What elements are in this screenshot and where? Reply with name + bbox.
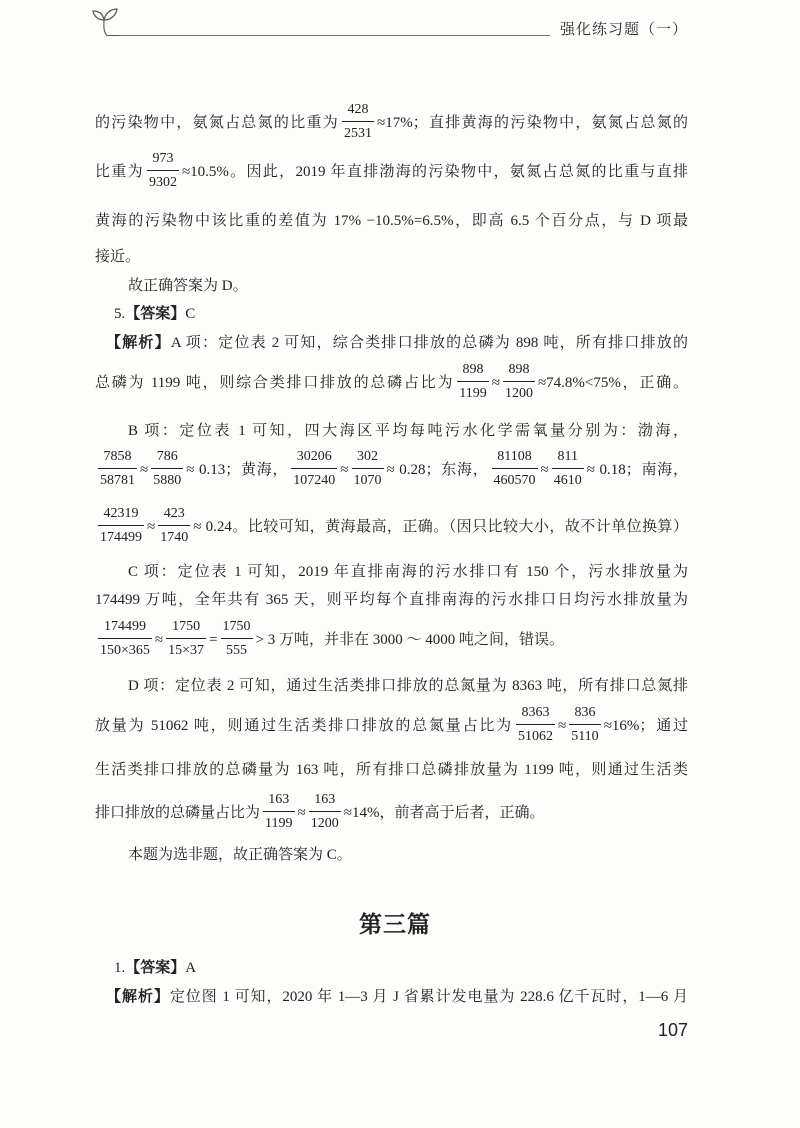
fraction-numerator: 428 [342,101,374,122]
fraction-numerator: 302 [352,448,384,469]
text-line [95,150,688,194]
text-run: ≈ [154,632,164,648]
header-rule [119,35,550,36]
fraction-numerator: 898 [457,361,488,382]
fraction-denominator: 5880 [153,472,182,488]
fraction-denominator: 1070 [353,472,382,488]
text-run: ≈ [140,462,149,478]
fraction-denominator: 1740 [160,529,189,545]
fraction-numerator: 174499 [98,618,152,639]
fraction [569,704,600,746]
fraction [291,448,337,490]
fraction [342,101,374,143]
text-run: 5. [114,306,126,322]
bold-label: 【解析】 [106,989,170,1005]
fraction-denominator: 51062 [517,728,553,744]
fraction-numerator: 836 [569,704,600,725]
fraction-numerator: 898 [503,361,535,382]
fraction [98,448,137,490]
text-line [95,748,688,792]
fraction [352,448,384,490]
text-run: ≈ 0.18；南海， [586,462,689,478]
text-run: 放量为 51062 吨，则通过生活类排口排放的总氮量占比为 [95,718,513,734]
text-run: ≈16%；通过 [603,718,688,734]
text-run: ≈ [340,462,349,478]
fraction [309,791,341,833]
text-line [95,704,688,748]
text-run: 本题为选非题，故正确答案为 C。 [128,847,352,863]
fraction-denominator: 58781 [100,472,135,488]
fraction-denominator: 107240 [293,472,336,488]
fraction-denominator: 9302 [148,174,177,190]
fraction [552,448,584,490]
fraction-numerator: 8363 [516,704,555,725]
text-line [95,578,688,622]
fraction-numerator: 7858 [98,448,137,469]
fraction [158,505,190,547]
fraction [147,150,179,192]
text-run: 排口排放的总磷量占比为 [95,805,261,821]
fraction-denominator: 4610 [553,472,582,488]
text-run: D 项：定位表 2 可知，通过生活类排口排放的总氮量为 8363 吨，所有排口总氮排 [128,678,688,694]
text-run: 比重为 [95,164,144,180]
fraction-denominator: 1199 [265,815,293,831]
text-line [128,664,688,708]
fraction-numerator: 81108 [492,448,538,469]
text-run: ≈ [557,718,567,734]
fraction-numerator: 42319 [98,505,144,526]
fraction-numerator: 163 [309,791,341,812]
sprout-icon [90,6,120,38]
text-line [106,975,688,1019]
text-run: 总磷为 1199 吨，则综合类排口排放的总磷占比为 [95,375,455,391]
text-line [95,361,688,405]
text-line [95,505,688,549]
text-run: 定位图 1 可知，2020 年 1—3 月 J 省累计发电量为 228.6 亿千瓦时，1—6 月 [169,989,688,1005]
text-run: C [185,306,196,322]
text-line [128,833,688,877]
fraction-numerator: 811 [552,448,584,469]
fraction-numerator: 163 [263,791,294,812]
fraction-denominator: 2531 [344,125,372,141]
fraction-numerator: 30206 [291,448,337,469]
fraction [166,618,206,660]
text-run: B 项：定位表 1 可知，四大海区平均每吨污水化学需氧量分别为：渤海， [128,423,688,439]
text-line [95,101,688,145]
text-run: ≈ [297,805,306,821]
section-heading: 第三篇 [359,912,431,937]
fraction-denominator: 460570 [493,472,536,488]
text-run: > 3 万吨，并非在 3000 ～ 4000 吨之间，错误。 [255,632,564,648]
text-run: = [209,632,218,648]
text-run: 黄海的污染物中该比重的差值为 17% −10.5%=6.5%，即高 6.5 个百分点，与 D 项最 [95,213,688,229]
text-run: ≈17%；直排黄海的污染物中，氨氮占总氮的 [377,115,688,131]
fraction [263,791,294,833]
fraction-denominator: 555 [226,642,248,658]
fraction-denominator: 1200 [504,385,533,401]
fraction-numerator: 786 [151,448,183,469]
running-header-title: 强化练习题（一） [559,22,688,38]
fraction [98,618,152,660]
bold-label: 【答案】 [125,960,186,976]
text-run: ≈ [491,375,500,391]
text-run: 的污染物中，氨氮占总氮的比重为 [95,115,339,131]
page-number: 107 [657,1020,688,1040]
text-line [95,791,688,835]
fraction [151,448,183,490]
fraction [98,505,144,547]
text-run: ≈ 0.13；黄海， [186,462,289,478]
text-run: 接近。 [95,249,141,265]
text-run: A 项：定位表 2 可知，综合类排口排放的总磷为 898 吨，所有排口排放的 [170,335,688,351]
text-run: 174499 万吨，全年共有 365 天，则平均每个直排南海的污水排口日均污水排放量为 [95,592,688,608]
text-line [128,409,688,453]
bold-label: 【解析】 [106,335,171,351]
text-run: 生活类排口排放的总磷量为 163 吨，所有排口总磷排放量为 1199 吨，则通过生活类 [95,762,688,778]
fraction-denominator: 15×37 [168,642,205,658]
fraction-denominator: 174499 [100,529,142,545]
text-run: ≈10.5%。因此，2019 年直排渤海的污染物中，氨氮占总氮的比重与直排 [181,164,688,180]
text-run: ≈ 0.24。比较可知，黄海最高，正确。（因只比较大小，故不计单位换算） [193,519,688,535]
text-run: ≈ [147,519,156,535]
text-run: A [185,960,197,976]
fraction-denominator: 1199 [459,385,487,401]
fraction [492,448,538,490]
text-line [95,448,688,492]
text-run: ≈14%，前者高于后者，正确。 [343,805,545,821]
text-line [106,321,688,365]
fraction-denominator: 1200 [310,815,339,831]
text-run: ≈74.8%<75%，正确。 [537,375,688,391]
fraction-numerator: 1750 [221,618,253,639]
fraction-numerator: 1750 [166,618,206,639]
text-run: C 项：定位表 1 可知，2019 年直排南海的污水排口有 150 个，污水排放量为 [128,564,688,580]
fraction [503,361,535,403]
fraction-numerator: 423 [158,505,190,526]
fraction-denominator: 150×365 [100,642,150,658]
text-run: 1. [114,960,126,976]
text-run: ≈ [540,462,549,478]
bold-label: 【答案】 [125,306,186,322]
fraction-denominator: 5110 [571,728,599,744]
fraction-numerator: 973 [147,150,179,171]
fraction [457,361,488,403]
fraction [221,618,253,660]
text-line [95,618,688,662]
fraction [516,704,555,746]
text-run: 故正确答案为 D。 [128,278,248,294]
text-run: ≈ 0.28；东海， [386,462,489,478]
